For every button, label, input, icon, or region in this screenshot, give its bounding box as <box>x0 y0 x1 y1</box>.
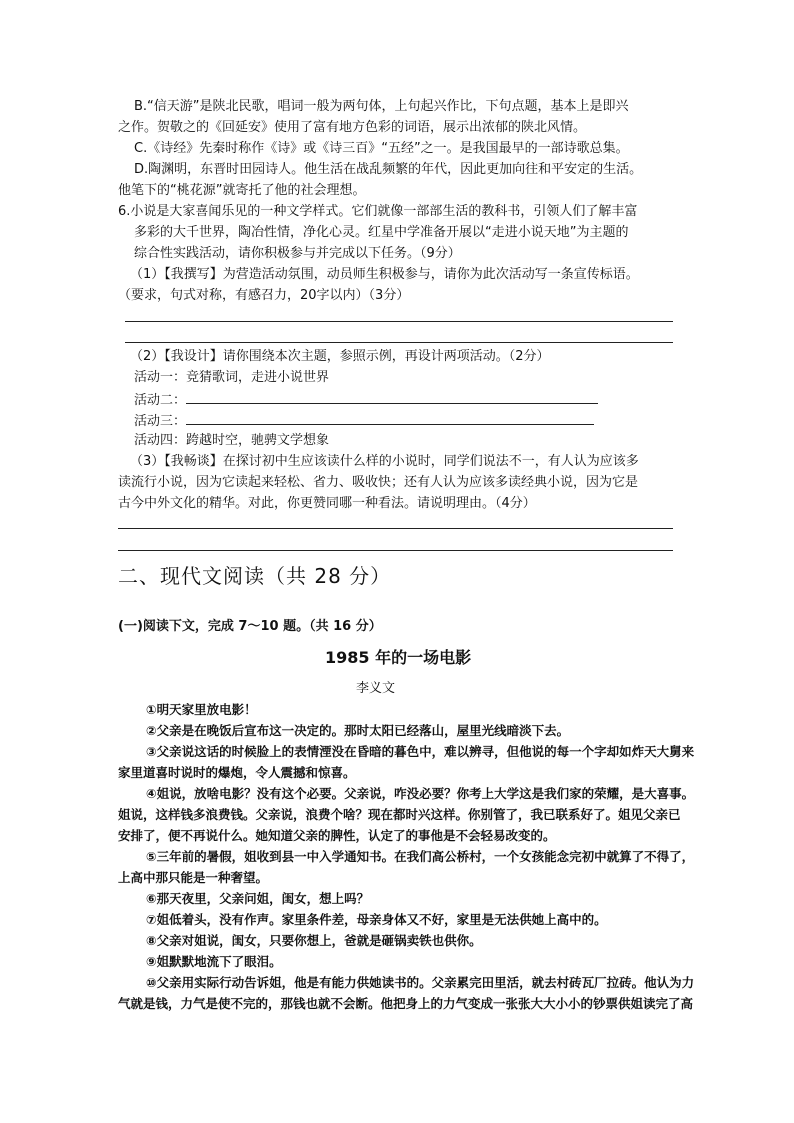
story-paragraph: ④姐说，放啥电影？没有这个必要。父亲说，咋没必要？你考上大学这是我们家的荣耀，是大喜事。 <box>146 786 695 801</box>
answer-line-opinion-2[interactable] <box>118 550 673 551</box>
activity-three-row <box>134 410 594 432</box>
answer-line-slogan-1[interactable] <box>125 321 673 322</box>
q6-intro-line3: 综合性实践活动，请你积极参与并完成以下任务。（9分） <box>134 246 461 261</box>
q5-option-b-line1: B.“信天游”是陕北民歌，唱词一般为两句体，上句起兴作比，下句点题，基本上是即兴 <box>134 99 629 114</box>
q5-option-c: C.《诗经》先秦时称作《诗》或《诗三百》“五经”之一。是我国最早的一部诗歌总集。 <box>134 141 629 156</box>
activity-three-label: 活动三： <box>134 414 187 429</box>
activity-two-blank[interactable] <box>186 389 598 404</box>
story-author: 李义文 <box>356 681 396 696</box>
answer-line-opinion-1[interactable] <box>118 528 673 529</box>
story-paragraph: 家里道喜时说时的爆炮，令人震撼和惊喜。 <box>118 765 356 780</box>
activity-two-row <box>134 389 598 411</box>
q6-part3-line3: 古今中外文化的精华。对此，你更赞同哪一种看法。请说明理由。（4分） <box>118 496 536 511</box>
q5-option-d-line1: D.陶渊明，东晋时田园诗人。他生活在战乱频繁的年代，因此更加向往和平安定的生活。 <box>134 162 643 177</box>
q5-option-b-line2: 之作。贺敬之的《回延安》使用了富有地方色彩的词语，展示出浓郁的陕北风情。 <box>118 120 587 135</box>
answer-line-slogan-2[interactable] <box>125 342 673 343</box>
q6-part1-line2: （要求，句式对称，有感召力，20字以内）（3分） <box>118 288 410 303</box>
q6-part1-line1: （1）【我撰写】为营造活动氛围，动员师生积极参与，请你为此次活动写一条宣传标语。 <box>130 267 639 282</box>
story-paragraph: ②父亲是在晚饭后宣布这一决定的。那时太阳已经落山，屋里光线暗淡下去。 <box>146 723 570 738</box>
q6-part2-line: （2）【我设计】请你围绕本次主题，参照示例，再设计两项活动。（2分） <box>130 349 550 364</box>
story-paragraph: 气就是钱，力气是使不完的，那钱也就不会断。他把身上的力气变成一张张大大小小的钞票供姐读完了高 <box>118 996 694 1011</box>
story-paragraph: ⑩父亲用实际行动告诉姐，他是有能力供她读书的。父亲累完田里活，就去村砖瓦厂拉砖。他认为力 <box>146 975 695 990</box>
story-paragraph: ⑤三年前的暑假，姐收到县一中入学通知书。在我们高公桥村，一个女孩能念完初中就算了不得了， <box>146 849 695 864</box>
story-title: 1985 年的一场电影 <box>325 648 472 667</box>
q5-option-d-line2: 他笔下的“桃花源”就寄托了他的社会理想。 <box>118 183 366 198</box>
story-paragraph: ⑥那天夜里，父亲问姐，闺女，想上吗？ <box>146 891 370 906</box>
activity-one: 活动一：竞猜歌词，走进小说世界 <box>134 370 330 385</box>
activity-four: 活动四：跨越时空，驰骋文学想象 <box>134 433 330 448</box>
story-paragraph: ⑧父亲对姐说，闺女，只要你想上，爸就是砸锅卖铁也供你。 <box>146 933 482 948</box>
q6-part3-line2: 读流行小说，因为它读起来轻松、省力、吸收快；还有人认为应该多读经典小说，因为它是 <box>118 475 639 490</box>
activity-three-blank[interactable] <box>186 410 594 425</box>
q6-intro-line2: 多彩的大千世界，陶冶性情，净化心灵。红星中学准备开展以“走进小说天地”为主题的 <box>134 225 629 240</box>
story-paragraph: ③父亲说这话的时候脸上的表情湮没在昏暗的暮色中，难以辨寻，但他说的每一个字却如炸天大舅来 <box>146 744 695 759</box>
activity-two-label: 活动二： <box>134 393 187 408</box>
story-paragraph: 安排了，便不再说什么。她知道父亲的脾性，认定了的事他是不会轻易改变的。 <box>118 828 556 843</box>
story-paragraph: 上高中那只能是一种奢望。 <box>118 870 269 885</box>
q6-part3-line1: （3）【我畅谈】在探讨初中生应该读什么样的小说时，同学们说法不一，有人认为应该多 <box>130 454 639 469</box>
story-paragraph: 姐说，这样钱多浪费钱。父亲说，浪费个啥？现在都时兴这样。你别管了，我已联系好了。姐见父亲已 <box>118 807 681 822</box>
story-paragraph: ①明天家里放电影！ <box>146 702 257 717</box>
section-heading: 二、现代文阅读（共 28 分） <box>118 564 392 588</box>
sub-heading: (一)阅读下文，完成 7～10 题。（共 16 分） <box>118 619 382 634</box>
story-paragraph: ⑨姐默默地流下了眼泪。 <box>146 954 282 969</box>
q6-intro-line1: 6.小说是大家喜闻乐见的一种文学样式。它们就像一部部生活的教科书，引领人们了解丰富 <box>118 204 638 219</box>
story-paragraph: ⑦姐低着头，没有作声。家里条件差，母亲身体又不好，家里是无法供她上高中的。 <box>146 912 607 927</box>
